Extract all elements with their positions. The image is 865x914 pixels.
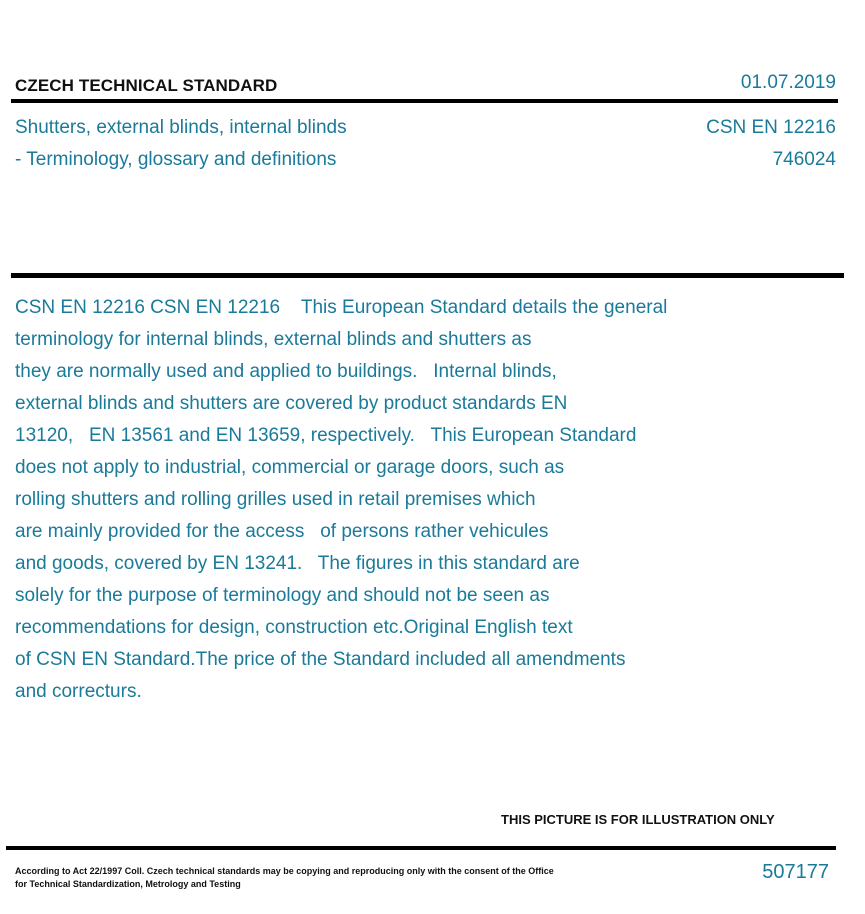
legal-line-1: According to Act 22/1997 Coll. Czech technical standards may be copying and reproducing only with the consent of the Office <box>15 866 554 876</box>
document-heading: CZECH TECHNICAL STANDARD <box>15 76 278 95</box>
middle-divider <box>11 273 844 278</box>
bottom-divider <box>6 846 836 850</box>
body-line: recommendations for design, construction etc.Original English text <box>15 617 573 638</box>
body-text <box>15 292 795 708</box>
classification-number: 746024 <box>772 149 836 170</box>
document-number: 507177 <box>762 861 829 883</box>
publication-date: 01.07.2019 <box>740 72 836 93</box>
body-line: does not apply to industrial, commercial or garage doors, such as <box>15 457 565 478</box>
legal-notice <box>15 865 575 890</box>
body-line: and goods, covered by EN 13241. The figures in this standard are <box>15 553 580 574</box>
body-line: 13120, EN 13561 and EN 13659, respectively. This European Standard <box>15 425 637 446</box>
title-line-2: - Terminology, glossary and definitions <box>15 149 337 170</box>
body-line: terminology for internal blinds, external blinds and shutters as <box>15 329 532 350</box>
legal-line-2: for Technical Standardization, Metrology and Testing <box>15 878 241 889</box>
body-line: CSN EN 12216 CSN EN 12216 This European Standard details the general <box>15 297 668 318</box>
body-line: external blinds and shutters are covered by product standards EN <box>15 393 568 414</box>
body-line: rolling shutters and rolling grilles used in retail premises which <box>15 489 536 510</box>
body-line: are mainly provided for the access of persons rather vehicules <box>15 521 549 542</box>
illustration-notice: THIS PICTURE IS FOR ILLUSTRATION ONLY <box>501 812 775 827</box>
top-divider <box>11 99 838 103</box>
body-line: they are normally used and applied to buildings. Internal blinds, <box>15 361 557 382</box>
title-line-1: Shutters, external blinds, internal blinds <box>15 117 347 138</box>
body-line: of CSN EN Standard.The price of the Standard included all amendments <box>15 649 626 670</box>
body-line: solely for the purpose of terminology and should not be seen as <box>15 585 550 606</box>
standard-code: CSN EN 12216 <box>706 117 836 138</box>
body-line: and correcturs. <box>15 681 142 702</box>
